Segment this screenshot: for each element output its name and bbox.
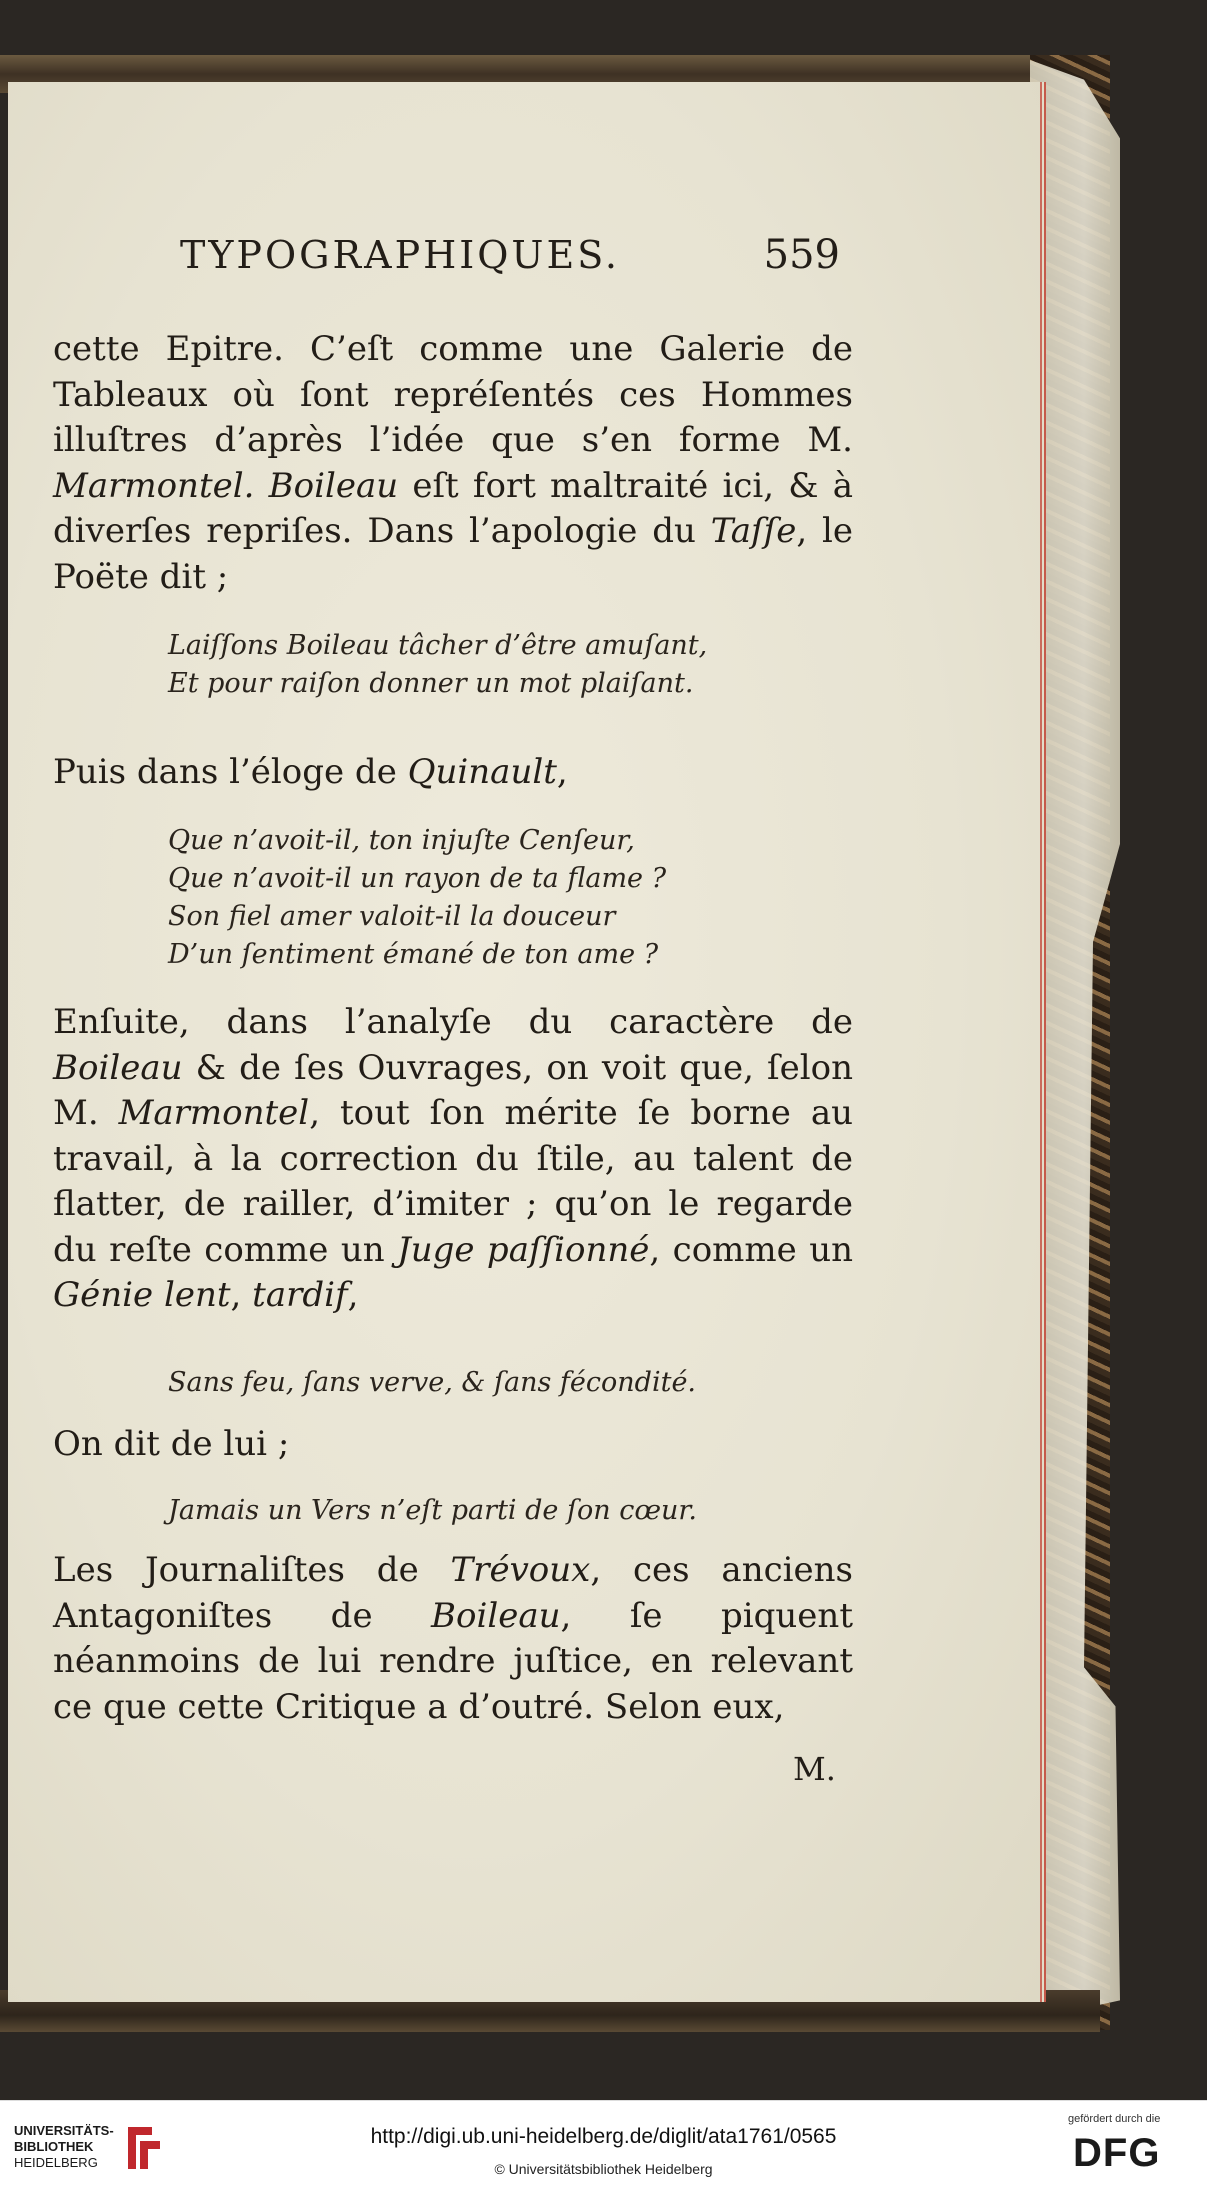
- verse-line: Son fiel amer valoit-il la douceur: [168, 901, 616, 932]
- quote-4: [168, 1492, 868, 1530]
- text-span: , tout ſon mérite ſe borne au travail, à la correction du ſtile, au talent de flatter, de railler, d’imiter ; qu’on le regarde du reſte comme un: [53, 1093, 853, 1270]
- italic-span: Taſſe: [710, 511, 797, 551]
- digitization-footer: [0, 2100, 1207, 2191]
- quote-1: [168, 627, 868, 703]
- library-name-line1: UNIVERSITÄTS-: [14, 2123, 114, 2138]
- paragraph-4: [53, 1422, 853, 1468]
- italic-span: Trévoux: [450, 1550, 591, 1590]
- text-span: Enſuite, dans l’analyſe du caractère de: [53, 1002, 853, 1042]
- paragraph-1: [53, 327, 853, 600]
- text-span: Les Journaliſtes de: [53, 1550, 451, 1590]
- text-span: , ces anciens Antagoniſtes de: [53, 1550, 853, 1636]
- verse-line: Et pour raiſon donner un mot plaiſant.: [168, 668, 694, 699]
- paragraph-3: [53, 1000, 853, 1319]
- text-span: , comme un: [649, 1229, 854, 1270]
- verse-line: Laiſſons Boileau tâcher d’être amuſant,: [168, 630, 708, 661]
- text-span: ,: [556, 752, 568, 792]
- text-span: , le Poëte dit ;: [53, 511, 853, 597]
- text-span: & de ſes Ouvrages, on voit que, ſelon M.: [53, 1047, 853, 1133]
- verse-line: Que n’avoit-il, ton injuſte Cenſeur,: [168, 825, 635, 856]
- text-span: ,: [347, 1275, 359, 1315]
- dfg-logo: DFG: [1073, 2131, 1161, 2175]
- verse-line: Jamais un Vers n’eſt parti de ſon cœur.: [168, 1495, 697, 1526]
- italic-span: Marmontel.: [53, 465, 255, 506]
- text-span: ,: [230, 1275, 253, 1315]
- library-name-line3: HEIDELBERG: [14, 2155, 98, 2170]
- text-span: eſt fort maltraité ici, & à diverſes repriſes. Dans l’apologie du: [53, 465, 854, 551]
- source-url-link[interactable]: http://digi.ub.uni-heidelberg.de/diglit/ata1761/0565: [370, 2125, 837, 2148]
- running-head: [180, 232, 840, 278]
- page-number: 559: [763, 232, 840, 278]
- quote-2: [168, 822, 868, 974]
- text-span: cette Epitre. C’eſt comme une Galerie de Tableaux où ſont repréſentés ces Hommes illuſtres d’après l’idée que s’en forme M.: [53, 329, 853, 460]
- italic-span: Boileau: [431, 1595, 561, 1636]
- text-span: Puis dans l’éloge de: [53, 752, 408, 792]
- book-page: [8, 82, 1040, 2002]
- paragraph-5: [53, 1548, 853, 1730]
- text-span: , ſe piquent néanmoins de lui rendre juſtice, en relevant ce que cette Critique a d’outré. Selon eux,: [53, 1595, 853, 1727]
- verse-line: Sans feu, ſans verve, & ſans fécondité.: [168, 1367, 697, 1398]
- italic-span: Boileau: [53, 1047, 183, 1088]
- paragraph-2: [53, 750, 853, 796]
- italic-span: tardif: [252, 1275, 348, 1315]
- quote-3: [168, 1364, 868, 1402]
- library-name-line2: BIBLIOTHEK: [14, 2139, 94, 2154]
- italic-span: Marmontel: [118, 1093, 310, 1133]
- verse-line: Que n’avoit-il un rayon de ta flame ?: [168, 863, 667, 894]
- verse-line: D’un ſentiment émané de ton ame ?: [168, 939, 659, 970]
- italic-span: Quinault: [407, 752, 557, 792]
- italic-span: Juge paſſionné: [397, 1229, 650, 1270]
- italic-span: Boileau: [268, 465, 399, 506]
- text-span: On dit de lui ;: [53, 1424, 290, 1464]
- funding-note: gefördert durch die: [1068, 2113, 1161, 2125]
- copyright-notice: © Universitätsbibliothek Heidelberg: [494, 2161, 713, 2177]
- italic-span: Génie lent: [53, 1275, 231, 1315]
- running-title: TYPOGRAPHIQUES.: [180, 233, 620, 277]
- catchword: M.: [793, 1750, 836, 1788]
- text-span: [254, 466, 268, 506]
